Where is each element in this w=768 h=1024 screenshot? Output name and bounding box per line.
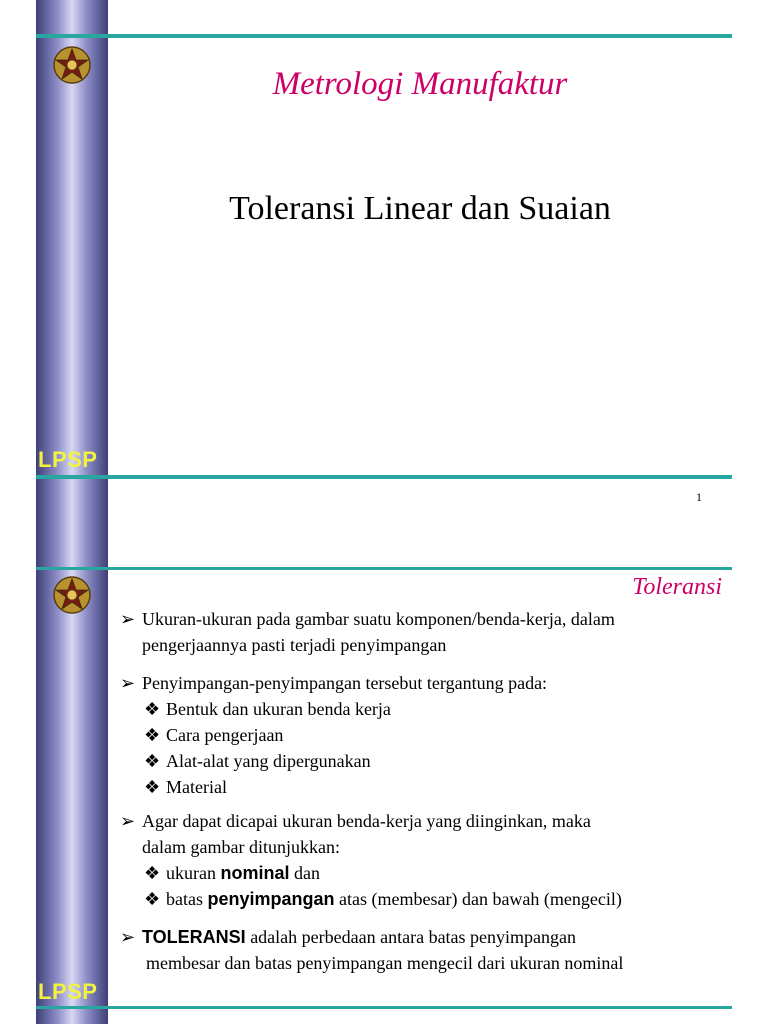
arrow-bullet-icon: ➢: [120, 811, 136, 831]
term-bold: TOLERANSI: [142, 927, 246, 947]
diamond-bullet-icon: ❖: [144, 777, 161, 797]
bottom-divider: [36, 1006, 732, 1009]
arrow-bullet-icon: ➢: [120, 609, 136, 629]
sub-bullet-item: ❖ Bentuk dan ukuran benda kerja: [120, 696, 740, 722]
arrow-bullet-icon: ➢: [120, 927, 136, 947]
diamond-bullet-icon: ❖: [144, 751, 161, 771]
bullet-list: [120, 606, 740, 976]
diamond-bullet-icon: ❖: [144, 863, 161, 883]
arrow-bullet-icon: ➢: [120, 673, 136, 693]
bullet-text: membesar dan batas penyimpangan mengecil dari ukuran nominal: [146, 953, 624, 973]
slide-subtitle: Toleransi Linear dan Suaian: [229, 190, 611, 227]
sidebar-gradient: [36, 560, 108, 1024]
bullet-text: dalam gambar ditunjukkan:: [142, 837, 340, 857]
university-seal-icon: [52, 45, 92, 85]
bullet-text: Penyimpangan-penyimpangan tersebut tergantung pada:: [142, 673, 548, 693]
slide-title: Metrologi Manufaktur: [272, 66, 568, 102]
bottom-divider: [36, 475, 732, 479]
sub-bullet-item: ❖ Cara pengerjaan: [120, 722, 740, 748]
page-number: 1: [696, 490, 702, 504]
sub-bullet-item: ❖ ukuran nominal dan: [120, 860, 740, 886]
section-heading: Toleransi: [632, 574, 722, 600]
bullet-text: Ukuran-ukuran pada gambar suatu komponen/benda-kerja, dalam: [142, 609, 615, 629]
sub-bullet-item: ❖ Material: [120, 774, 740, 800]
footer-label: LPSP: [38, 979, 98, 1004]
bullet-text: Agar dapat dicapai ukuran benda-kerja yang diinginkan, maka: [142, 811, 591, 831]
footer-label: LPSP: [38, 447, 98, 472]
top-divider: [36, 567, 732, 570]
bullet-item: ➢ TOLERANSI adalah perbedaan antara batas penyimpangan membesar dan batas penyimpangan mengecil dari ukuran nominal: [120, 924, 740, 976]
bullet-text: pengerjaannya pasti terjadi penyimpangan: [142, 635, 447, 655]
sub-bullet-item: ❖ Alat-alat yang dipergunakan: [120, 748, 740, 774]
sub-bullet-item: ❖ batas penyimpangan atas (membesar) dan bawah (mengecil): [120, 886, 740, 912]
bullet-item: [120, 808, 740, 860]
diamond-bullet-icon: ❖: [144, 699, 161, 719]
diamond-bullet-icon: ❖: [144, 725, 161, 745]
top-divider: [36, 34, 732, 38]
diamond-bullet-icon: ❖: [144, 889, 161, 909]
bullet-item: [120, 606, 740, 658]
bullet-item: [120, 670, 740, 696]
university-seal-icon: [52, 575, 92, 615]
